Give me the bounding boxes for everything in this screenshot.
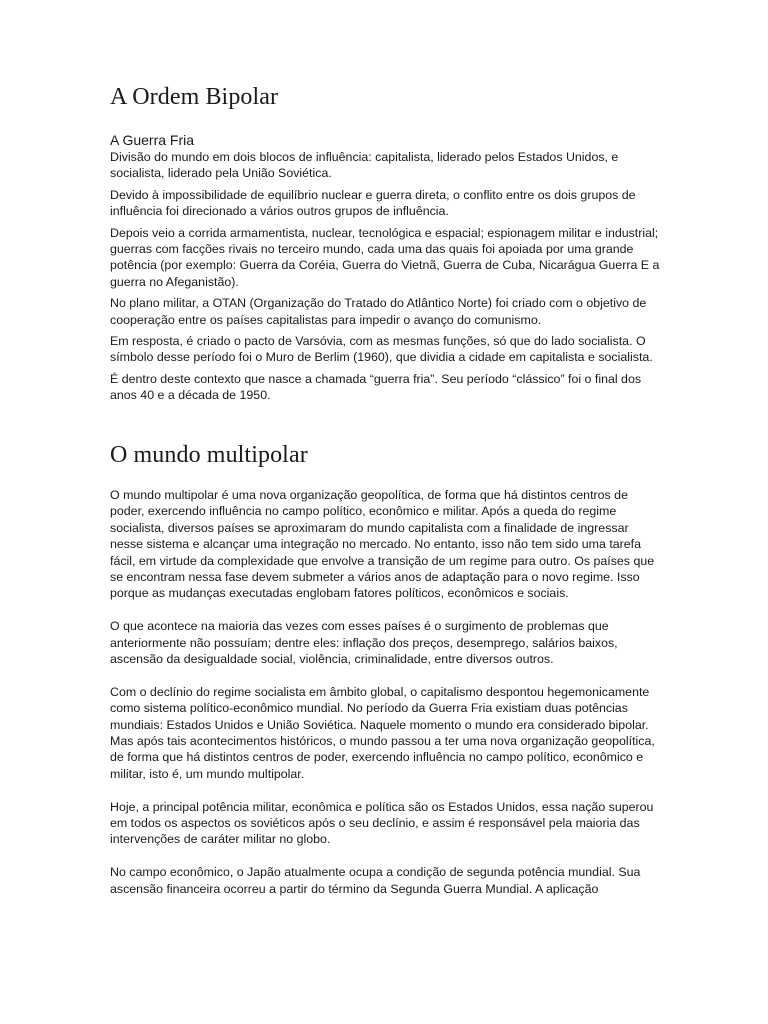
paragraph: Hoje, a principal potência militar, econômica e política são os Estados Unidos, essa nação superou em todos os aspectos os soviéticos após o seu declínio, e assim é responsável pela maioria das intervenções de caráter militar no globo. <box>110 799 654 847</box>
paragraph: Mas após tais acontecimentos históricos, o mundo passou a ter uma nova organização geopolítica, de forma que há distintos centros de poder, exercendo influência no campo político, econômico e militar, isto é, um mundo multipolar. <box>110 734 655 781</box>
paragraph: Devido à impossibilidade de equilíbrio nuclear e guerra direta, o conflito entre os dois grupos de influência foi direcionado a vários outros grupos de influência. <box>110 187 636 219</box>
section-title-bipolar: A Ordem Bipolar <box>110 84 279 110</box>
paragraph: O mundo multipolar é uma nova organização geopolítica, de forma que há distintos centros de poder, exercendo influência no campo político, econômico e militar. Após a queda do regime socialista, diversos países se aproximaram do mundo capitalista com a finalidade de ingressar nesse sistema e alcançar uma integração no mercado. No entanto, isso não tem sido uma tarefa fácil, em virtude da complexidade que envolve a transição de um regime para outro. Os países que se encontram nessa fase devem submeter a vários anos de adaptação para o novo regime. Isso porque as mudanças executadas englobam fatores políticos, econômicos e sociais. <box>110 488 655 601</box>
section-multipolar <box>110 487 662 913</box>
paragraph: Divisão do mundo em dois blocos de influência: capitalista, liderado pelos Estados Unidos, e socialista, liderado pela União Soviética. <box>110 150 619 181</box>
section-bipolar <box>110 132 662 409</box>
paragraph: O que acontece na maioria das vezes com esses países é o surgimento de problemas que anteriormente não possuíam; dentre eles: inflação dos preços, desemprego, salários baixos, ascensão da desigualdade social, violência, criminalidade, entre diversos outros. <box>110 619 618 667</box>
paragraph: Depois veio a corrida armamentista, nuclear, tecnológica e espacial; espionagem militar e industrial; guerras com facções rivais no terceiro mundo, cada uma das quais foi apoiada por uma grande potência (por exemplo: Guerra da Coréia, Guerra do Vietnã, Guerra de Cuba, Nicarágua Guerra E a guerra no Afeganistão). <box>110 225 660 289</box>
section-title-multipolar: O mundo multipolar <box>110 442 308 468</box>
paragraph: Com o declínio do regime socialista em âmbito global, o capitalismo despontou hegemonicamente como sistema político-econômico mundial. No período da Guerra Fria existiam duas potências mundiais: Estados Unidos e União Soviética. Naquele momento o mundo era considerado bipolar. <box>110 684 650 732</box>
subsection-title-guerra-fria: A Guerra Fria <box>110 132 195 148</box>
paragraph: Em resposta, é criado o pacto de Varsóvia, com as mesmas funções, só que do lado socialista. O símbolo desse período foi o Muro de Berlim (1960), que dividia a cidade em capitalista e socialista. <box>110 334 653 365</box>
paragraph: No plano militar, a OTAN (Organização do Tratado do Atlântico Norte) foi criado com o objetivo de cooperação entre os países capitalistas para impedir o avanço do comunismo. <box>110 296 647 327</box>
paragraph: É dentro deste contexto que nasce a chamada “guerra fria”. Seu período “clássico” foi o final dos anos 40 e a década de 1950. <box>110 371 642 403</box>
paragraph: No campo econômico, o Japão atualmente ocupa a condição de segunda potência mundial. Sua ascensão financeira ocorreu a partir do término da Segunda Guerra Mundial. A aplicação <box>110 865 641 896</box>
